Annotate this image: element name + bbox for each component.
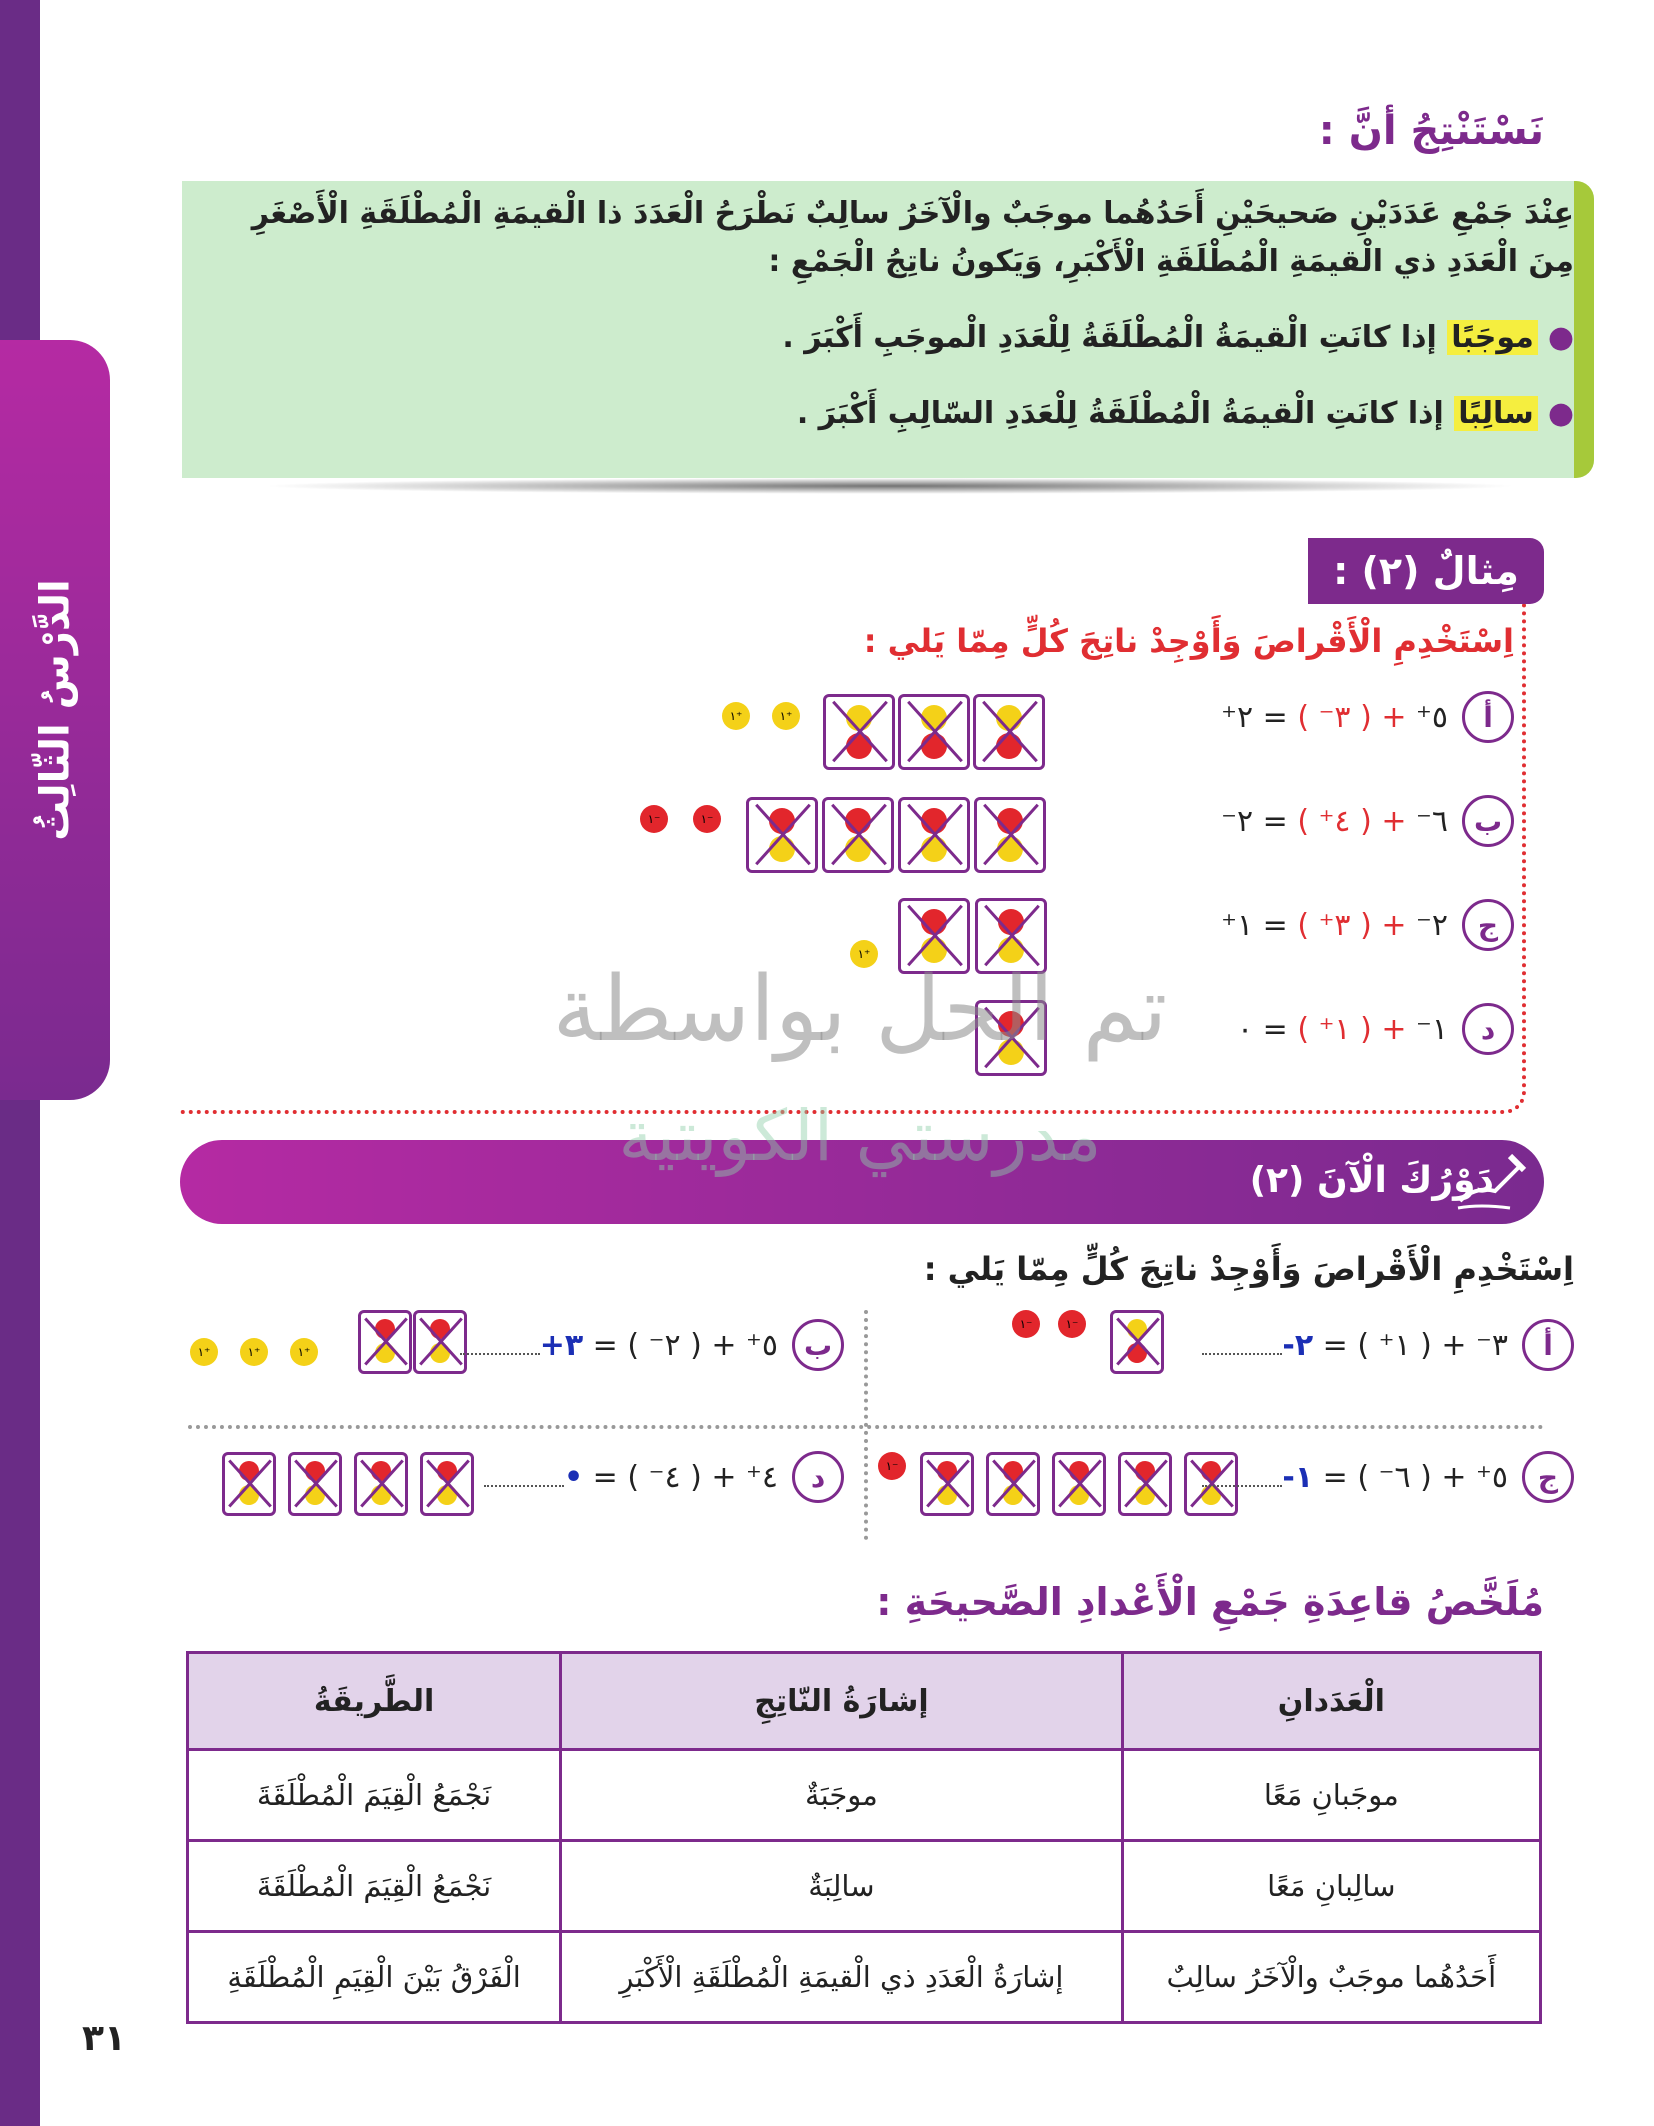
equals-sign: = xyxy=(1253,803,1288,839)
bullet-negative-text: إذا كانَتِ الْقيمَةُ الْمُطْلَقَةُ لِلْعَدَدِ السّالِبِ أَكْبَرَ . xyxy=(796,396,1444,431)
bullet-positive-text: إذا كانَتِ الْقيمَةُ الْمُطْلَقَةُ لِلْعَدَدِ الْموجَبِ أَكْبَرَ . xyxy=(782,320,1437,355)
equals-sign: = xyxy=(1253,907,1288,943)
example-row-b xyxy=(1034,786,1514,856)
zero-pair-tile xyxy=(420,1452,474,1516)
header-numbers: الْعَدَدانِ xyxy=(1122,1653,1540,1750)
header-method: الطَّريقَةُ xyxy=(188,1653,561,1750)
table-cell: سالِبَةٌ xyxy=(561,1841,1123,1932)
zero-pair-tile xyxy=(975,1000,1047,1076)
zero-pair-tile xyxy=(973,694,1045,770)
zero-pair-tile xyxy=(822,797,894,873)
table-cell: أَحَدُهُما موجَبٌ والْآخَرُ سالِبٌ xyxy=(1122,1932,1540,2023)
rule-box-shadow xyxy=(260,478,1520,494)
operand-1: ٤⁺ xyxy=(746,1459,778,1495)
zero-pair-tile xyxy=(1110,1310,1164,1374)
result: ٢⁻ xyxy=(1221,803,1254,839)
answer-b[interactable]: ٣+ xyxy=(539,1327,584,1363)
operand-2: ( ١⁺ ) xyxy=(1297,1011,1372,1047)
turn-equation-c: ٥⁺ + ( ٦⁻ ) = ١- xyxy=(1202,1460,1508,1495)
zero-pair-tile xyxy=(986,1452,1040,1516)
operand-2: ( ٣⁻ ) xyxy=(1297,699,1372,735)
bullet-dot-icon: ● xyxy=(1547,320,1574,355)
turn-instruction: اِسْتَخْدِمِ الْأَقْراصَ وَأَوْجِدْ ناتِجَ كُلٍّ مِمّا يَلي : xyxy=(923,1250,1574,1288)
equation-b xyxy=(1221,804,1448,839)
table-row xyxy=(188,1932,1541,2023)
turn-equation-a: ٣⁻ + ( ١⁺ ) = ٢- xyxy=(1202,1328,1508,1363)
answer-line xyxy=(484,1485,564,1487)
turn-row-b xyxy=(460,1310,844,1380)
lesson-tab-label: الدَّرْسُ الثّالِثُ xyxy=(33,579,79,841)
operand-2: ( ٣⁺ ) xyxy=(1297,907,1372,943)
disc-icon: ١⁻ xyxy=(1012,1310,1040,1338)
table-header-row xyxy=(188,1653,1541,1750)
table-cell: موجَبانِ مَعًا xyxy=(1122,1750,1540,1841)
rule-line-1: عِنْدَ جَمْعِ عَدَدَيْنِ صَحيحَيْنِ أَحَدُهُما موجَبٌ والْآخَرُ سالِبٌ نَطْرَحُ الْعَدَدَ ذا الْقيمَةِ الْمُطْلَقَةِ الْأَصْغَرِ xyxy=(251,196,1574,231)
zero-pair-tile xyxy=(358,1310,412,1374)
disc-icon xyxy=(921,937,947,963)
label-a-icon: أ xyxy=(1462,691,1514,743)
disc-icon xyxy=(998,937,1024,963)
disc-icon xyxy=(921,733,947,759)
table-cell: الْفَرْقُ بَيْنَ الْقِيَمِ الْمُطْلَقَةِ xyxy=(188,1932,561,2023)
result: ٠ xyxy=(1236,1011,1254,1047)
equals-sign: = xyxy=(1253,1011,1288,1047)
disc-icon: ١⁺ xyxy=(772,702,800,730)
page-number: ٣١ xyxy=(82,2018,126,2059)
table-cell: سالِبانِ مَعًا xyxy=(1122,1841,1540,1932)
example-row-c xyxy=(1034,890,1514,960)
equation-a xyxy=(1221,700,1448,735)
rule-bullet-negative xyxy=(174,390,1574,438)
plus-sign: + xyxy=(1371,907,1407,943)
rule-line-2: مِنَ الْعَدَدِ ذي الْقيمَةِ الْمُطْلَقَةِ الْأَكْبَرِ، وَيَكونُ ناتِجُ الْجَمْعِ : xyxy=(768,244,1574,279)
summary-title: مُلَخَّصُ قاعِدَةِ جَمْعِ الْأَعْدادِ الصَّحيحَةِ : xyxy=(876,1580,1544,1624)
disc-icon xyxy=(846,733,872,759)
rule-bullet-positive xyxy=(174,314,1574,362)
answer-c[interactable]: ١- xyxy=(1282,1459,1314,1495)
plus-sign: + xyxy=(1371,1011,1407,1047)
lesson-tab-label-wrap xyxy=(8,560,104,860)
equation-d xyxy=(1237,1012,1448,1047)
label-d-icon: د xyxy=(792,1451,844,1503)
label-a-icon: أ xyxy=(1522,1319,1574,1371)
disc-icon: ١⁻ xyxy=(640,805,668,833)
zero-pair-tile xyxy=(823,694,895,770)
label-c-icon: ج xyxy=(1462,899,1514,951)
turn-title: دَوْرُكَ الْآنَ (٢) xyxy=(1249,1160,1494,1201)
disc-icon xyxy=(845,836,871,862)
answer-line xyxy=(1202,1353,1282,1355)
highlight-positive: موجَبًا xyxy=(1447,320,1538,355)
pen-hand-icon xyxy=(1450,1146,1530,1216)
zero-pair-tile xyxy=(222,1452,276,1516)
turn-equation-d: ٤⁺ + ( ٤⁻ ) = • xyxy=(484,1460,778,1495)
label-d-icon: د xyxy=(1462,1003,1514,1055)
plus-sign: + xyxy=(1371,803,1407,839)
zero-pair-tile xyxy=(975,898,1047,974)
zero-pair-tile xyxy=(1052,1452,1106,1516)
turn-row-a xyxy=(1202,1310,1574,1380)
watermark-line-2: مدرستي الكويتية xyxy=(618,1095,1102,1177)
highlight-negative: سالِبًا xyxy=(1454,396,1538,431)
conclude-heading: نَسْتَنْتِجُ أنَّ : xyxy=(1318,108,1544,154)
bullet-dot-icon: ● xyxy=(1547,396,1574,431)
plus-sign: + xyxy=(1371,699,1407,735)
operand-2: ( ٤⁻ ) xyxy=(627,1459,702,1495)
turn-equation-b: ٥⁺ + ( ٢⁻ ) = ٣+ xyxy=(460,1328,778,1363)
zero-pair-tile xyxy=(746,797,818,873)
answer-a[interactable]: ٢- xyxy=(1282,1327,1314,1363)
operand-1: ٦⁻ xyxy=(1416,803,1448,839)
disc-icon xyxy=(997,836,1023,862)
answer-line xyxy=(1202,1485,1282,1487)
table-cell: نَجْمَعُ الْقِيَمَ الْمُطْلَقَةَ xyxy=(188,1841,561,1932)
disc-icon: ١⁺ xyxy=(190,1338,218,1366)
operand-1: ٢⁻ xyxy=(1416,907,1448,943)
zero-pair-tile xyxy=(920,1452,974,1516)
zero-pair-tile xyxy=(898,797,970,873)
disc-icon: ١⁺ xyxy=(850,940,878,968)
disc-icon: ١⁻ xyxy=(693,805,721,833)
table-row xyxy=(188,1750,1541,1841)
operand-1: ٥⁺ xyxy=(1416,699,1448,735)
equals-sign: = xyxy=(1253,699,1288,735)
zero-pair-tile xyxy=(898,694,970,770)
disc-icon: ١⁺ xyxy=(240,1338,268,1366)
result: ١⁺ xyxy=(1221,907,1254,943)
disc-icon xyxy=(996,733,1022,759)
turn-row-d xyxy=(484,1442,844,1512)
example-row-d xyxy=(1034,994,1514,1064)
operand-1: ٥⁺ xyxy=(746,1327,778,1363)
zero-pair-tile xyxy=(974,797,1046,873)
disc-icon: ١⁺ xyxy=(722,702,750,730)
rule-text xyxy=(174,190,1574,438)
operand-1: ٥⁺ xyxy=(1476,1459,1508,1495)
table-cell: إشارَةُ الْعَدَدِ ذي الْقيمَةِ الْمُطْلَقَةِ الْأَكْبَرِ xyxy=(561,1932,1123,2023)
watermark-line-1: تم الحل بواسطة xyxy=(552,957,1168,1062)
operand-1: ١⁻ xyxy=(1416,1011,1448,1047)
table-cell: نَجْمَعُ الْقِيَمَ الْمُطْلَقَةَ xyxy=(188,1750,561,1841)
equation-c xyxy=(1221,908,1448,943)
operand-2: ( ١⁺ ) xyxy=(1357,1327,1432,1363)
disc-icon xyxy=(921,836,947,862)
disc-icon xyxy=(998,1039,1024,1065)
operand-2: ( ٦⁻ ) xyxy=(1357,1459,1432,1495)
table-cell: موجَبَةٌ xyxy=(561,1750,1123,1841)
label-b-icon: ب xyxy=(1462,795,1514,847)
example-label: مِثالٌ (٢) : xyxy=(1308,538,1544,604)
operand-1: ٣⁻ xyxy=(1476,1327,1508,1363)
rule-box-accent xyxy=(1574,181,1594,478)
disc-icon: ١⁻ xyxy=(1058,1310,1086,1338)
table-row xyxy=(188,1841,1541,1932)
answer-d[interactable]: • xyxy=(563,1459,584,1495)
zero-pair-tile xyxy=(898,898,970,974)
result: ٢⁺ xyxy=(1221,699,1254,735)
example-instruction: اِسْتَخْدِمِ الْأَقْراصَ وَأَوْجِدْ ناتِجَ كُلٍّ مِمّا يَلي : xyxy=(863,622,1514,660)
zero-pair-tile xyxy=(1118,1452,1172,1516)
operand-2: ( ٤⁺ ) xyxy=(1297,803,1372,839)
summary-table xyxy=(186,1651,1542,2024)
operand-2: ( ٢⁻ ) xyxy=(627,1327,702,1363)
header-sign: إشارَةُ النّاتِجِ xyxy=(561,1653,1123,1750)
disc-icon: ١⁺ xyxy=(290,1338,318,1366)
disc-icon: ١⁻ xyxy=(878,1452,906,1480)
zero-pair-tile xyxy=(288,1452,342,1516)
label-b-icon: ب xyxy=(792,1319,844,1371)
example-row-a xyxy=(1034,682,1514,752)
turn-divider-horizontal xyxy=(188,1425,1544,1429)
example-equations xyxy=(1034,682,1514,1064)
label-c-icon: ج xyxy=(1522,1451,1574,1503)
turn-row-c xyxy=(1202,1442,1574,1512)
answer-line xyxy=(460,1353,540,1355)
zero-pair-tile xyxy=(354,1452,408,1516)
disc-icon xyxy=(769,836,795,862)
